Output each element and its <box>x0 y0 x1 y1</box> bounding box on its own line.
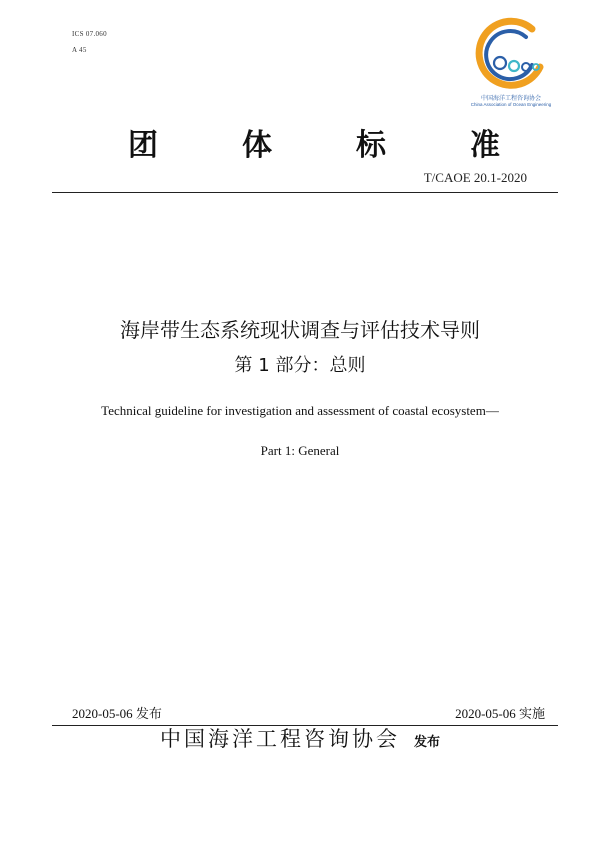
header-divider <box>52 192 558 193</box>
publish-label: 发布 <box>413 735 440 750</box>
ccs-code: A 45 <box>72 46 87 54</box>
implementation-date: 2020-05-06 实施 <box>455 706 545 721</box>
standard-type-char: 标 <box>356 128 386 163</box>
logo-org-name-en: China Association of Ocean Engineering <box>470 102 552 107</box>
subtitle-english: Part 1: General <box>260 443 340 458</box>
title-chinese: 海岸带生态系统现状调查与评估技术导则 <box>120 318 480 342</box>
issue-date: 2020-05-06 发布 <box>72 706 162 721</box>
standard-type-heading <box>128 128 500 164</box>
publisher-line <box>0 726 600 756</box>
standard-number: T/CAOE 20.1-2020 <box>423 170 527 185</box>
caoe-logo-icon <box>470 15 552 95</box>
subtitle-chinese: 第 1 部分：总则 <box>234 355 366 376</box>
standard-type-char: 体 <box>242 128 272 163</box>
standard-type-char: 团 <box>128 128 158 163</box>
title-english: Technical guideline for investigation and assessment of coastal ecosystem— <box>101 403 499 418</box>
standard-type-char: 准 <box>470 128 500 163</box>
logo-letters: CAOE <box>470 15 473 16</box>
publisher-name: 中国海洋工程咨询协会 <box>159 727 400 751</box>
logo-org-name-cn: 中国海洋工程咨询协会 <box>480 95 541 102</box>
ics-code: ICS 07.060 <box>72 30 107 38</box>
association-logo <box>456 15 566 110</box>
